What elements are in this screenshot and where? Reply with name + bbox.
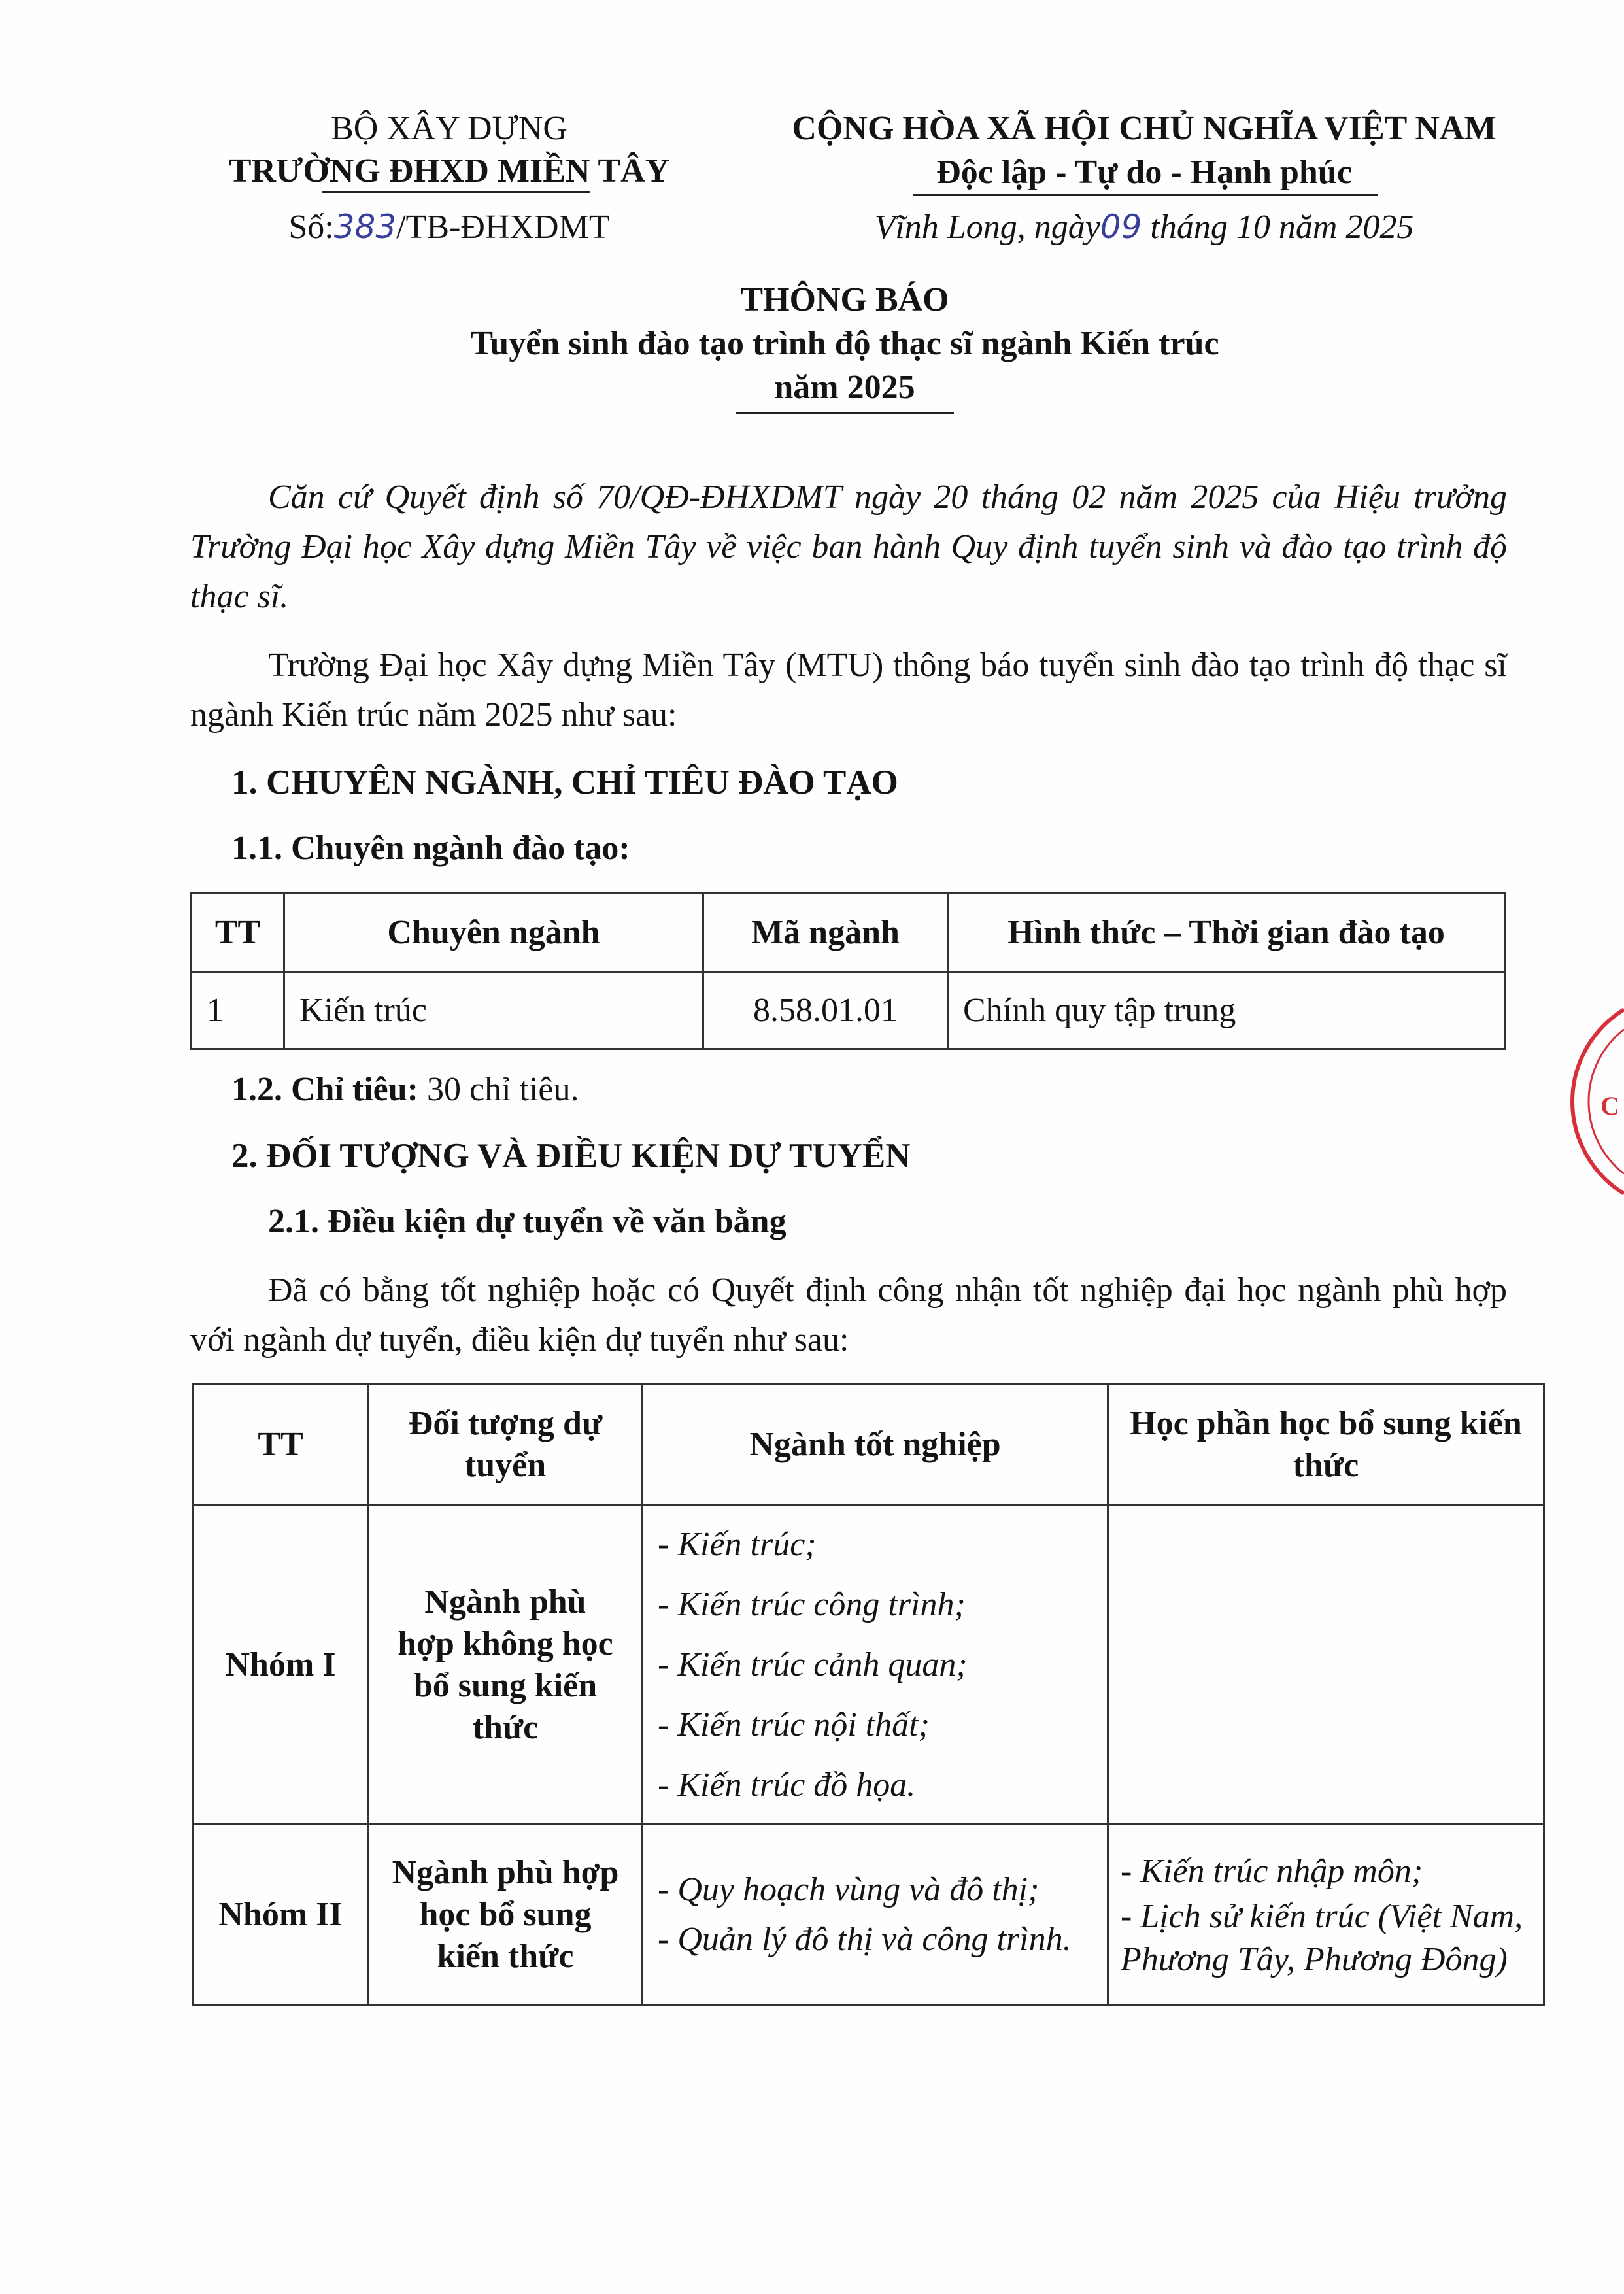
supplement-item: - Lịch sử kiến trúc (Việt Nam, Phương Tây, Phương Đông) [1121,1897,1523,1978]
header-code: Mã ngành [703,894,948,972]
number-prefix: Số: [288,209,334,246]
cell-majors [643,1506,1108,1825]
school-underline [322,191,590,193]
number-suffix: /TB-ĐHXDMT [396,209,610,246]
title-underline [736,412,954,414]
handwritten-number: 383 [333,208,397,246]
intro-paragraph: Trường Đại học Xây dựng Miền Tây (MTU) thông báo tuyển sinh đào tạo trình độ thạc sĩ ngành Kiến trúc năm 2025 như sau: [190,647,1507,734]
header-form: Hình thức – Thời gian đào tạo [948,894,1505,972]
cell-group: Nhóm II [193,1825,369,2005]
majors-table [190,892,1506,1050]
quota-label: 1.2. Chỉ tiêu: [231,1071,418,1108]
quota-value: 30 chỉ tiêu. [427,1071,579,1108]
header-tt: TT [193,1384,369,1506]
eligibility-table [192,1383,1545,2006]
date-suffix: tháng 10 năm 2025 [1150,209,1414,246]
document-number [188,204,711,250]
header-supplement: Học phần học bổ sung kiến thức [1108,1384,1544,1506]
national-motto: Độc lập - Tự do - Hạnh phúc [936,154,1352,191]
header-major: Ngành tốt nghiệp [643,1384,1108,1506]
header-target: Đối tượng dự tuyển [369,1384,643,1506]
cell-code: 8.58.01.01 [703,972,948,1049]
major-item: - Quản lý đô thị và công trình. [658,1920,1072,1958]
cell-majors [643,1825,1108,2005]
cell-tt: 1 [192,972,284,1049]
handwritten-day: 09 [1100,208,1142,246]
header-tt: TT [192,894,284,972]
school-name: TRƯỜNG ĐHXD MIỀN TÂY [228,152,670,190]
header-major: Chuyên ngành [284,894,703,972]
major-item: - Kiến trúc đồ họa. [658,1766,916,1804]
table-row [192,972,1505,1049]
cell-group: Nhóm I [193,1506,369,1825]
cell-target: Ngành phù hợp học bổ sung kiến thức [369,1825,643,2005]
section-1-1-heading: 1.1. Chuyên ngành đào tạo: [231,830,630,867]
table-row [193,1825,1544,2005]
major-item: - Kiến trúc; [658,1525,817,1563]
stamp-lettering: C [1600,1091,1619,1121]
cell-target: Ngành phù hợp không học bổ sung kiến thức [369,1506,643,1825]
document-subtitle: Tuyển sinh đào tạo trình độ thạc sĩ ngành Kiến trúc [470,325,1219,362]
official-stamp [1563,994,1624,1209]
supplement-item: - Kiến trúc nhập môn; [1121,1852,1423,1890]
eligibility-paragraph: Đã có bằng tốt nghiệp hoặc có Quyết định công nhận tốt nghiệp đại học ngành phù hợp với ngành dự tuyển, điều kiện dự tuyển như sau: [190,1272,1507,1358]
legal-basis-paragraph: Căn cứ Quyết định số 70/QĐ-ĐHXDMT ngày 20 tháng 02 năm 2025 của Hiệu trưởng Trường Đại học Xây dựng Miền Tây về việc ban hành Quy định tuyển sinh và đào tạo trình độ thạc sĩ. [190,479,1507,615]
major-item: - Kiến trúc công trình; [658,1585,966,1623]
date-prefix: Vĩnh Long, ngày [874,209,1100,246]
quota-line [231,1067,579,1113]
section-2-heading: 2. ĐỐI TƯỢNG VÀ ĐIỀU KIỆN DỰ TUYỂN [231,1137,911,1175]
section-2-1-heading: 2.1. Điều kiện dự tuyển về văn bằng [268,1203,787,1240]
document-date [752,204,1536,250]
major-item: - Quy hoạch vùng và đô thị; [658,1870,1040,1908]
cell-major: Kiến trúc [284,972,703,1049]
cell-supplement [1108,1825,1544,2005]
table-row [193,1506,1544,1825]
table-header-row [192,894,1505,972]
cell-supplement-empty [1108,1506,1544,1825]
document-subtitle-year: năm 2025 [774,369,915,406]
major-item: - Kiến trúc cảnh quan; [658,1645,968,1683]
cell-form: Chính quy tập trung [948,972,1505,1049]
ministry-name: BỘ XÂY DỰNG [331,110,567,147]
motto-underline [913,194,1378,196]
document-title: THÔNG BÁO [740,281,949,318]
major-item: - Kiến trúc nội thất; [658,1706,930,1744]
table-header-row [193,1384,1544,1506]
country-name: CỘNG HÒA XÃ HỘI CHỦ NGHĨA VIỆT NAM [792,110,1497,147]
section-1-heading: 1. CHUYÊN NGÀNH, CHỈ TIÊU ĐÀO TẠO [231,764,898,801]
